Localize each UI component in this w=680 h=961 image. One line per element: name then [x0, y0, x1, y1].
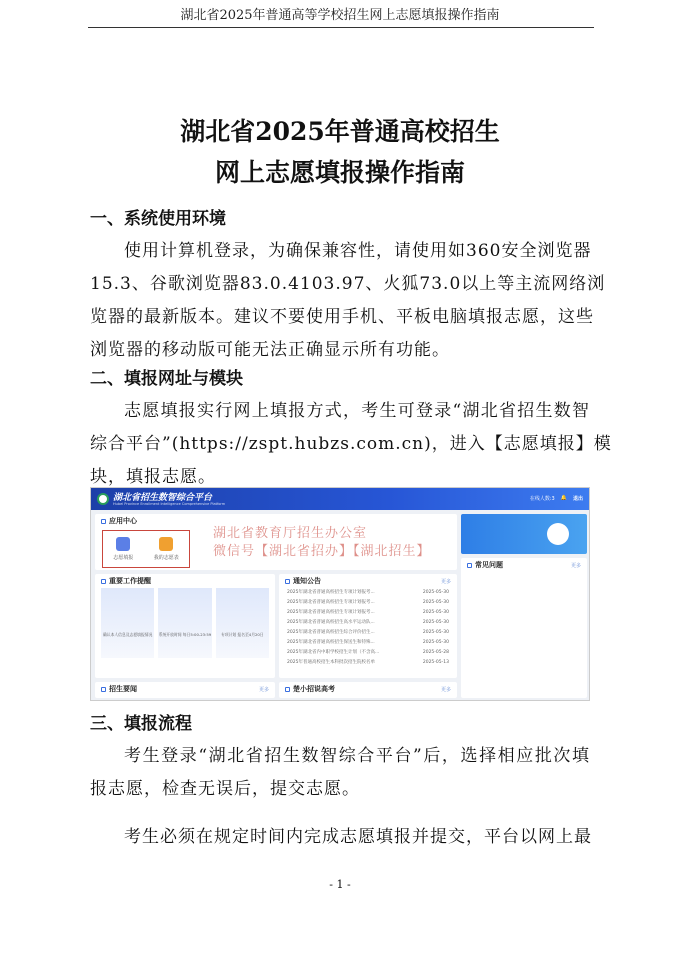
platform-subtitle: Hubei Province Enrollment Intelligence Comprehensive Platform [113, 502, 226, 506]
page-number: - 1 - [329, 878, 351, 891]
talk-card: 楚小招说高考 更多 [279, 682, 457, 698]
notice-row: 2025年湖北省普通高校招生综合评价招生... 2025-05-30 [287, 630, 449, 635]
platform-topbar [91, 488, 589, 510]
platform-logo [97, 493, 109, 505]
text-line: 报志愿，检查无误后，提交志愿。 [90, 779, 360, 799]
doc-title-line1: 湖北省2025年普通高校招生 [180, 117, 500, 146]
text-line: 块，填报志愿。 [90, 467, 216, 487]
app-my-volunteer-table: 我的志愿表 [154, 537, 179, 561]
reminder-tile: 系统开放时间 每日5:00-23:59 [158, 588, 211, 658]
app-center-card [95, 514, 457, 570]
section-heading-2: 二、填报网址与模块 [90, 369, 243, 389]
watermark-line2: 微信号【湖北省招办】【湖北招生】 [213, 544, 431, 559]
text-line: 使用计算机登录，为确保兼容性，请使用如360安全浏览器 [124, 241, 592, 261]
section-heading-3: 三、填报流程 [90, 714, 192, 734]
talk-title: 楚小招说高考 [293, 685, 335, 693]
header-divider [88, 27, 594, 28]
text-line: 考生登录“湖北省招生数智综合平台”后，选择相应批次填 [124, 746, 590, 766]
text-line: 志愿填报实行网上填报方式，考生可登录“湖北省招生数智 [124, 401, 590, 421]
platform-title: 湖北省招生数智综合平台 [113, 493, 213, 503]
notice-row: 2025年普通高校招生本科批次招生院校名单 2025-05-13 [287, 660, 449, 665]
watermark-line1: 湖北省教育厅招生办公室 [213, 526, 368, 541]
online-count: 在线人数:3 [529, 496, 555, 502]
reminders-card: 重要工作提醒 确认本人信息及志愿填报情况 系统开放时间 每日5:00-23:59 专项计划 报名至4月20日 [95, 574, 275, 678]
notice-row: 2025年湖北省内中职学校招生计划（不含高... 2025-05-28 [287, 650, 449, 655]
form-icon [116, 537, 130, 551]
bell-icon: 🔔 [560, 495, 567, 501]
running-header: 湖北省2025年普通高等学校招生网上志愿填报操作指南 [180, 8, 500, 23]
logout-link: 退出 [572, 496, 583, 502]
text-line: 览器的最新版本。建议不要使用手机、平板电脑填报志愿，这些 [90, 307, 594, 327]
text-line: 浏览器的移动版可能无法正确显示所有功能。 [90, 340, 450, 360]
platform-screenshot [90, 487, 590, 701]
notice-row: 2025年湖北省普通高校招生专项计划报考... 2025-05-30 [287, 590, 449, 595]
reminder-tile: 专项计划 报名至4月20日 [216, 588, 269, 658]
faq-card: 常见问题 更多 [461, 558, 587, 698]
app-volunteer-fill: 志愿填报 [113, 537, 133, 561]
text-line: 考生必须在规定时间内完成志愿填报并提交，平台以网上最 [124, 827, 592, 847]
profile-card [461, 514, 587, 554]
avatar [547, 523, 569, 545]
reminder-tile: 确认本人信息及志愿填报情况 [101, 588, 154, 658]
news-title: 招生要闻 [109, 685, 137, 693]
notice-row: 2025年湖北省普通高校招生高水平运动队... 2025-05-30 [287, 620, 449, 625]
text-line: 综合平台”(https://zspt.hubzs.com.cn)，进入【志愿填报】模 [90, 434, 612, 454]
notice-row: 2025年湖北省普通高校招生专项计划报考... 2025-05-30 [287, 610, 449, 615]
notice-row: 2025年湖北省普通高校招生专项计划报考... 2025-05-30 [287, 600, 449, 605]
text-line: 15.3、谷歌浏览器83.0.4103.97、火狐73.0以上等主流网络浏 [90, 274, 606, 294]
news-card: 招生要闻 更多 [95, 682, 275, 698]
doc-title-line2: 网上志愿填报操作指南 [214, 158, 465, 187]
notice-row: 2025年湖北省普通高校招生保送生和特殊... 2025-05-30 [287, 640, 449, 645]
section-heading-1: 一、系统使用环境 [90, 209, 226, 229]
user-icon [159, 537, 173, 551]
notices-card: 通知公告 更多 2025年湖北省普通高校招生专项计划报考... 2025-05-30 2025年湖北省普通高校招生专项计划报考... 2025-05-30 2025年湖北省普通高校招生专项计划报考... 2025-05-30 2025年湖北省普通高校招生高水平运动队... 2025-05-30 2025年湖北省普通高校招生综合评价招生... 2025-05-30 2025年湖北省普通高校招生保送生和特殊... 2025-05-30 2025年湖北省内中职学校招生计划（不含高... 2025-05-28 2025年普通高校招生本科批次招生院校名单 2025-05-13 [279, 574, 457, 678]
app-center-title: 应用中心 [109, 517, 137, 525]
